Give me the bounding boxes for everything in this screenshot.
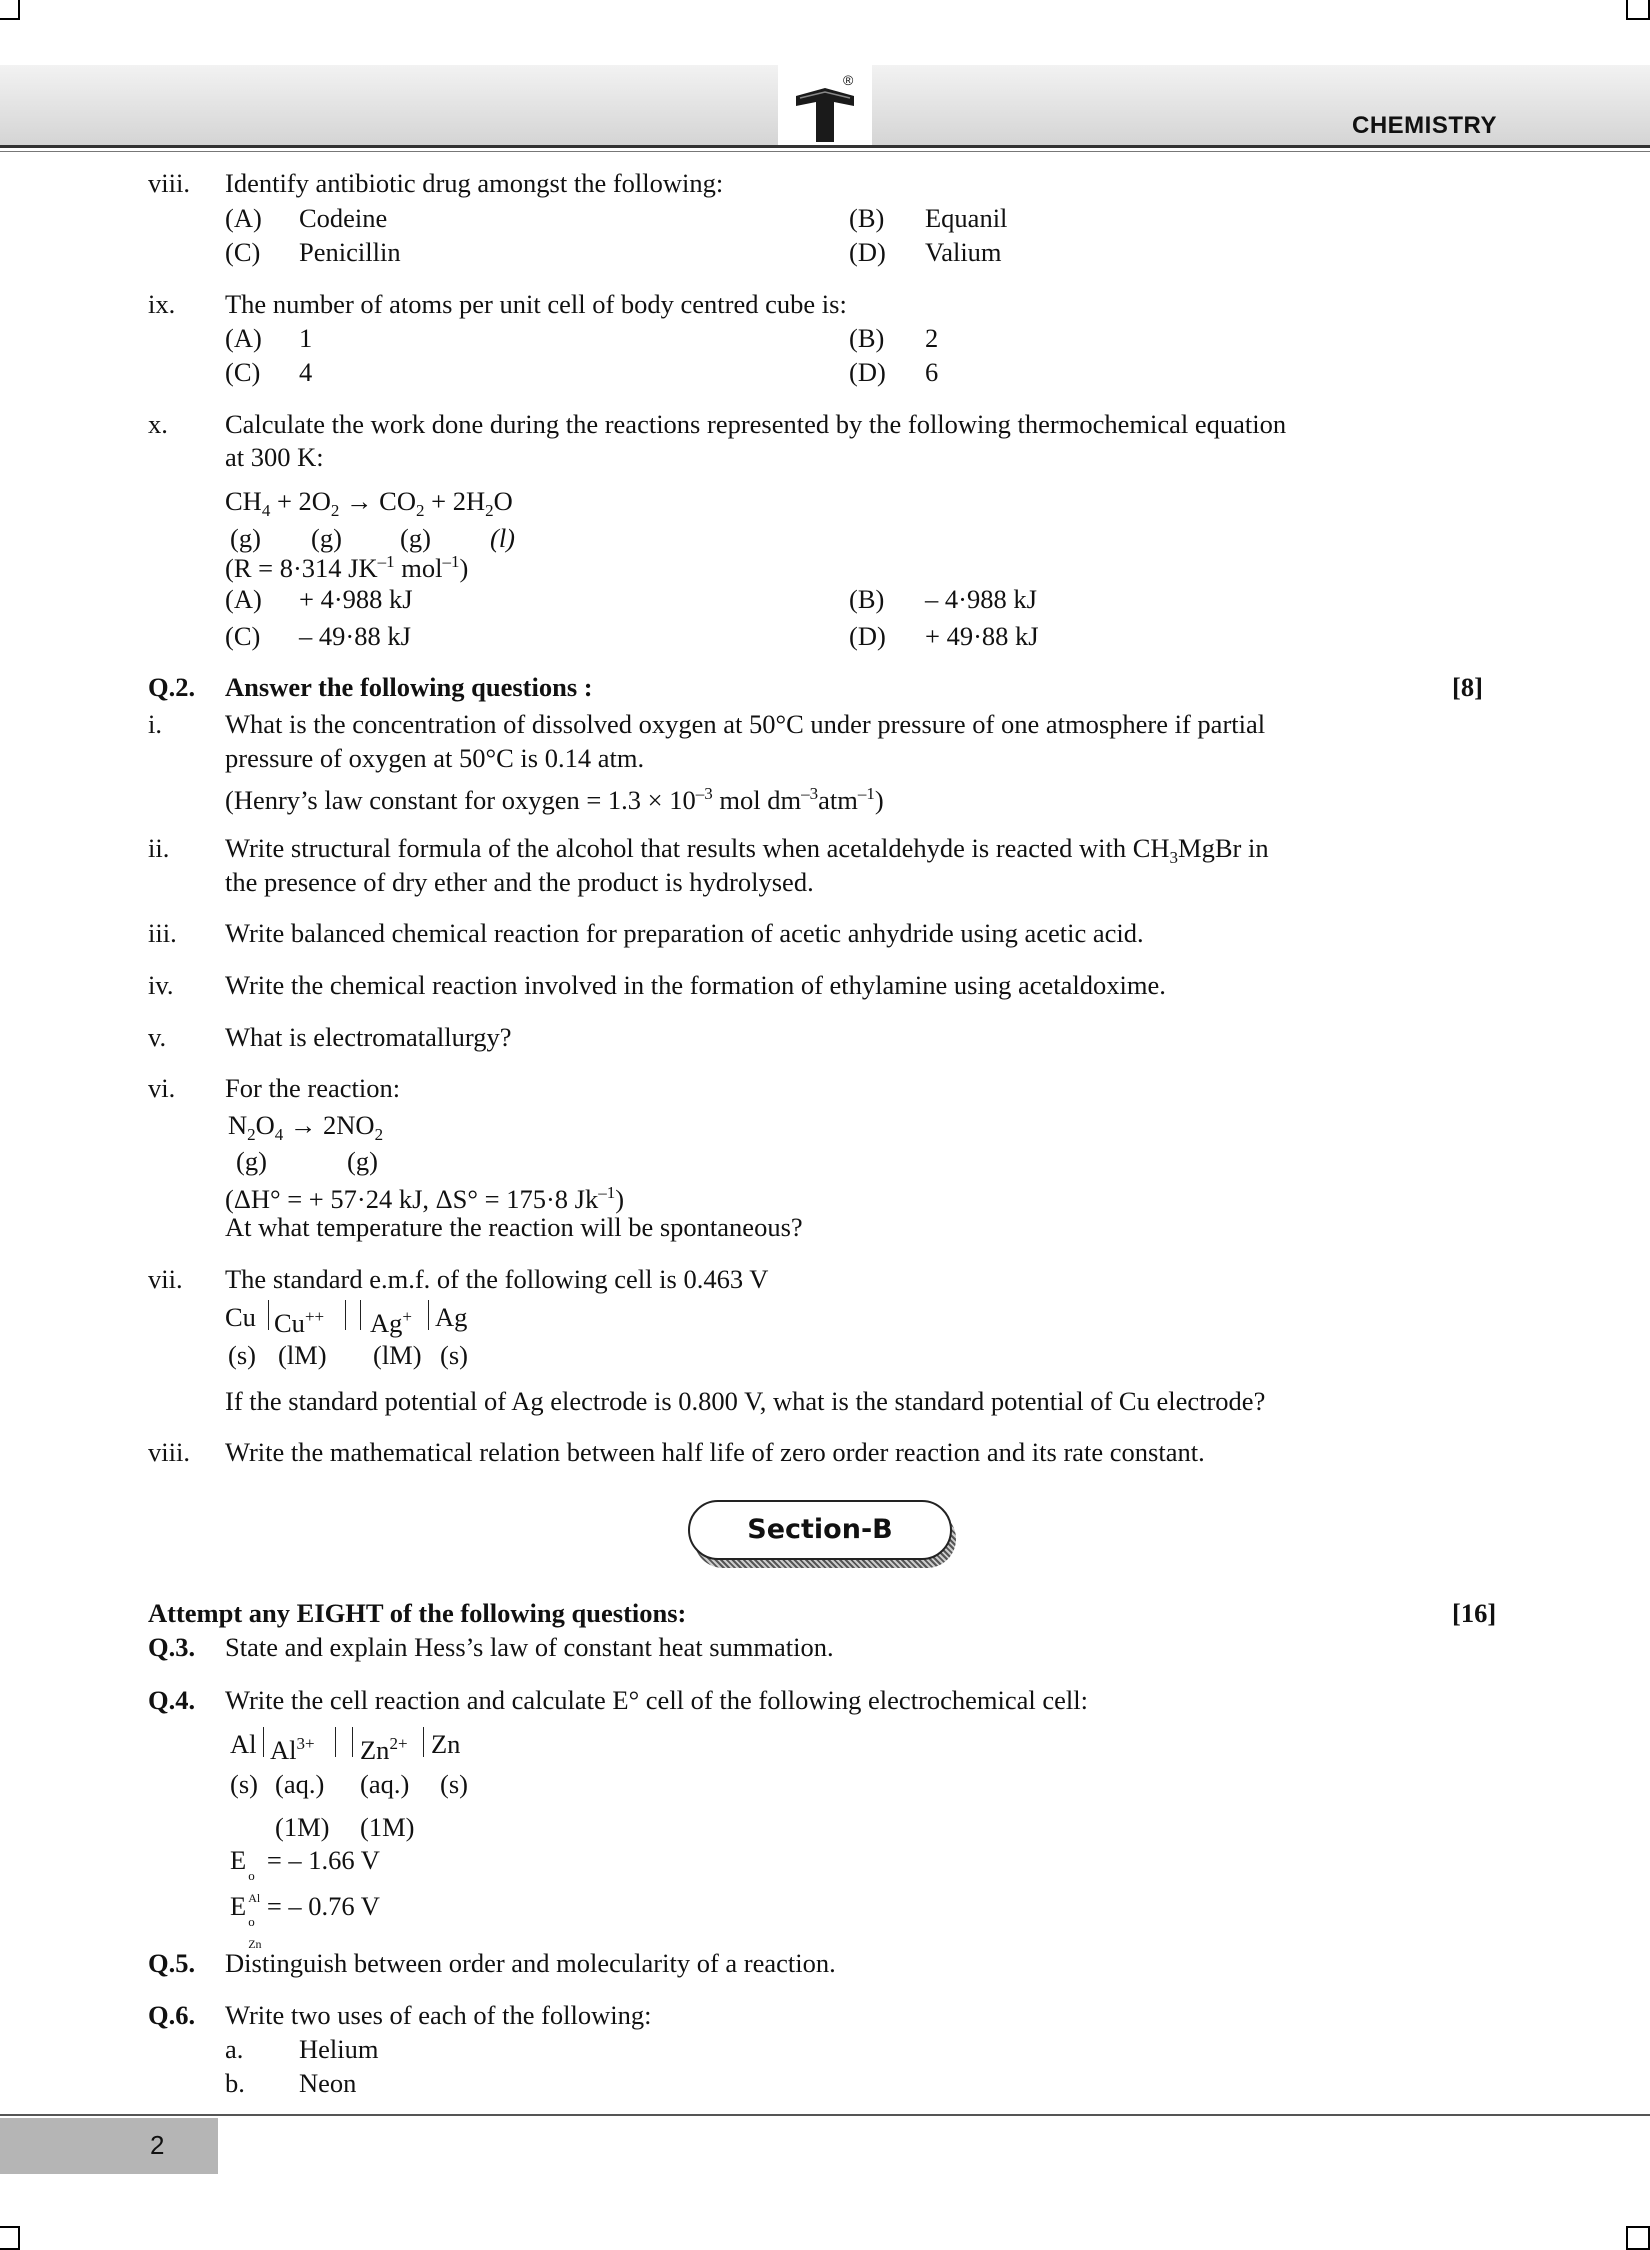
state-co2: (g) (400, 523, 431, 553)
question-title: Answer the following questions : (225, 672, 593, 702)
option-a-label: (A) (225, 323, 262, 353)
option-d-label: (D) (849, 621, 886, 651)
question-number: Q.3. (148, 1632, 196, 1662)
question-number: viii. (148, 168, 190, 198)
sub-question-text: Write structural formula of the alcohol that results when acetaldehyde is reacted with $CH_3MgBr$ in (225, 833, 1269, 867)
sub-question-number: viii. (148, 1437, 190, 1467)
crop-mark-bottom-left (0, 2226, 20, 2250)
state-h2o: (l) (490, 523, 516, 553)
sub-question-text-start: Write structural formula of the alcohol that results when acetaldehyde is reacted with CH (225, 833, 1170, 863)
state-label: (s) (230, 1769, 258, 1799)
sub-question-text: For the reaction: (225, 1073, 401, 1103)
cell-notation-al: Al (230, 1729, 257, 1759)
crop-mark-top-right (1626, 0, 1650, 20)
state-n2o4: (g) (236, 1146, 267, 1176)
salt-bridge-left (345, 1300, 346, 1330)
question-text: The number of atoms per unit cell of body centred cube is: (225, 289, 847, 319)
cell-boundary (263, 1727, 264, 1757)
methane-combustion-equation: $CH_4 + 2O_2 \to CO_2 + 2H_2O$ (225, 486, 513, 520)
option-c-text: 4 (299, 357, 313, 387)
option-b-label: (B) (849, 323, 885, 353)
question-number: ix. (148, 289, 176, 319)
question-number: Q.2. (148, 672, 196, 702)
option-c-label: (C) (225, 357, 261, 387)
sub-question-number: i. (148, 709, 162, 739)
question-number: x. (148, 409, 168, 439)
list-item-text: Helium (299, 2034, 379, 2064)
sub-question-text: What is electromatallurgy? (225, 1022, 512, 1052)
question-number: Q.5. (148, 1948, 196, 1978)
henry-constant: (Henry’s law constant for oxygen = $1.3 \times 10^{-3}$ mol $dm^{-3}atm^{-1}$) (225, 784, 884, 815)
footer-rule (0, 2114, 1650, 2116)
salt-bridge-left (335, 1727, 336, 1757)
sub-question-text: the presence of dry ether and the product is hydrolysed. (225, 867, 814, 897)
henry-constant-text: (Henry’s law constant for oxygen = 1.3 × 10 (225, 785, 696, 815)
question-text-line2: at 300 K: (225, 442, 324, 472)
sub-question-text: pressure of oxygen at 50°C is 0.14 atm. (225, 743, 645, 773)
option-a-label: (A) (225, 584, 262, 614)
option-b-label: (B) (849, 203, 885, 233)
option-c-label: (C) (225, 237, 261, 267)
section-b-label: Section-B (747, 1514, 893, 1545)
marks-badge: [16] (1452, 1598, 1497, 1628)
subject-title: CHEMISTRY (1352, 112, 1497, 139)
option-a-text: Codeine (299, 203, 388, 233)
cell-notation-zn: Zn (431, 1729, 461, 1759)
salt-bridge-right (352, 1727, 353, 1757)
header-band-left (0, 65, 778, 147)
sub-question-number: ii. (148, 833, 170, 863)
n2o4-equation: $N_2O_4 \to 2NO_2$ (228, 1110, 384, 1144)
list-item-label: a. (225, 2034, 244, 2064)
question-number: Q.6. (148, 2000, 196, 2030)
question-number: Q.4. (148, 1685, 196, 1715)
sub-question-text: Write the chemical reaction involved in the formation of ethylamine using acetaldoxime. (225, 970, 1166, 1000)
question-text: Identify antibiotic drug amongst the following: (225, 168, 724, 198)
cell-notation-ag: Ag (435, 1302, 468, 1332)
cell-notation-zn-ion: $Zn^{2+}$ (360, 1734, 408, 1765)
standard-potential-zn: E o Zn = – 0.76 V (230, 1891, 380, 1951)
crop-mark-bottom-right (1626, 2226, 1650, 2250)
sub-question-text: If the standard potential of Ag electrode is 0.800 V, what is the standard potential of Cu electrode? (225, 1386, 1266, 1416)
option-a-label: (A) (225, 203, 262, 233)
option-a-text: + 4·988 kJ (299, 584, 413, 614)
salt-bridge-right (360, 1300, 361, 1330)
sub-question-text: What is the concentration of dissolved oxygen at 50°C under pressure of one atmosphere if partial (225, 709, 1266, 739)
state-label: (aq.) (360, 1769, 410, 1799)
question-text: Distinguish between order and molecularity of a reaction. (225, 1948, 836, 1978)
registered-mark: ® (843, 72, 854, 88)
cell-notation-al-ion: $Al^{3+}$ (270, 1734, 315, 1765)
cell-boundary (428, 1300, 429, 1330)
standard-potential-al: E o Al = – 1.66 V (230, 1845, 380, 1905)
sub-question-text: Write the mathematical relation between half life of zero order reaction and its rate constant. (225, 1437, 1205, 1467)
sub-question-number: iv. (148, 970, 174, 1000)
option-d-label: (D) (849, 237, 886, 267)
state-no2: (g) (347, 1146, 378, 1176)
option-b-text: 2 (925, 323, 939, 353)
section-instruction: Attempt any EIGHT of the following questions: (148, 1598, 687, 1628)
thermo-data: (ΔH° = + 57·24 kJ, ΔS° = 175·8 $Jk^{-1}$) (225, 1183, 625, 1214)
sub-question-number: v. (148, 1022, 167, 1052)
option-d-text: Valium (925, 237, 1002, 267)
question-text: State and explain Hess’s law of constant heat summation. (225, 1632, 834, 1662)
state-ch4: (g) (230, 523, 261, 553)
standard-potential-zn-value: = – 0.76 V (266, 1891, 380, 1921)
standard-potential-al-value: = – 1.66 V (266, 1845, 380, 1875)
option-d-text: 6 (925, 357, 939, 387)
question-text: Write two uses of each of the following: (225, 2000, 652, 2030)
cell-boundary (268, 1300, 269, 1330)
page-number: 2 (150, 2130, 165, 2160)
header-band-right (872, 65, 1650, 147)
option-a-text: 1 (299, 323, 313, 353)
option-d-label: (D) (849, 357, 886, 387)
state-label: (s) (440, 1769, 468, 1799)
option-d-text: + 49·88 kJ (925, 621, 1039, 651)
sub-question-text: At what temperature the reaction will be spontaneous? (225, 1212, 803, 1242)
option-b-text: Equanil (925, 203, 1008, 233)
cell-boundary (423, 1727, 424, 1757)
thermo-data-text: (ΔH° = + 57·24 kJ, ΔS° = 175·8 Jk (225, 1184, 599, 1214)
state-o2: (g) (311, 523, 342, 553)
sub-question-text: The standard e.m.f. of the following cell is 0.463 V (225, 1264, 769, 1294)
state-label: (lM) (373, 1340, 422, 1370)
option-c-text: Penicillin (299, 237, 401, 267)
option-c-label: (C) (225, 621, 261, 651)
section-b-banner (688, 1500, 958, 1570)
concentration-label: (1M) (275, 1812, 330, 1842)
option-b-text: – 4·988 kJ (925, 584, 1037, 614)
question-text-line1: Calculate the work done during the reactions represented by the following thermochemical equation (225, 409, 1287, 439)
publisher-logo (790, 80, 860, 150)
option-b-label: (B) (849, 584, 885, 614)
state-label: (lM) (278, 1340, 327, 1370)
page-number-tab (0, 2118, 218, 2174)
option-c-text: – 49·88 kJ (299, 621, 411, 651)
cell-notation-ag-ion: Ag+ (370, 1307, 412, 1338)
cell-notation-cu: Cu (225, 1302, 256, 1332)
marks-badge: [8] (1452, 672, 1483, 702)
sub-question-text: Write balanced chemical reaction for preparation of acetic anhydride using acetic acid. (225, 918, 1144, 948)
sub-question-number: iii. (148, 918, 177, 948)
sub-question-number: vii. (148, 1264, 183, 1294)
sub-question-number: vi. (148, 1073, 176, 1103)
list-item-text: Neon (299, 2068, 357, 2098)
state-label: (aq.) (275, 1769, 325, 1799)
sub-question-text-end: MgBr in (1178, 833, 1269, 863)
state-label: (s) (440, 1340, 468, 1370)
concentration-label: (1M) (360, 1812, 415, 1842)
gas-constant-value: (R = 8·314 JK (225, 553, 378, 583)
question-text: Write the cell reaction and calculate E° cell of the following electrochemical cell: (225, 1685, 1088, 1715)
cell-notation-cu-ion: Cu++ (274, 1307, 325, 1338)
crop-mark-top-left (0, 0, 20, 20)
state-label: (s) (228, 1340, 256, 1370)
list-item-label: b. (225, 2068, 245, 2098)
gas-constant: (R = 8·314 $JK^{-1}$ mol$^{-1}$) (225, 552, 469, 583)
t-logo-icon (790, 80, 860, 150)
header-rule-thin (0, 151, 1650, 152)
